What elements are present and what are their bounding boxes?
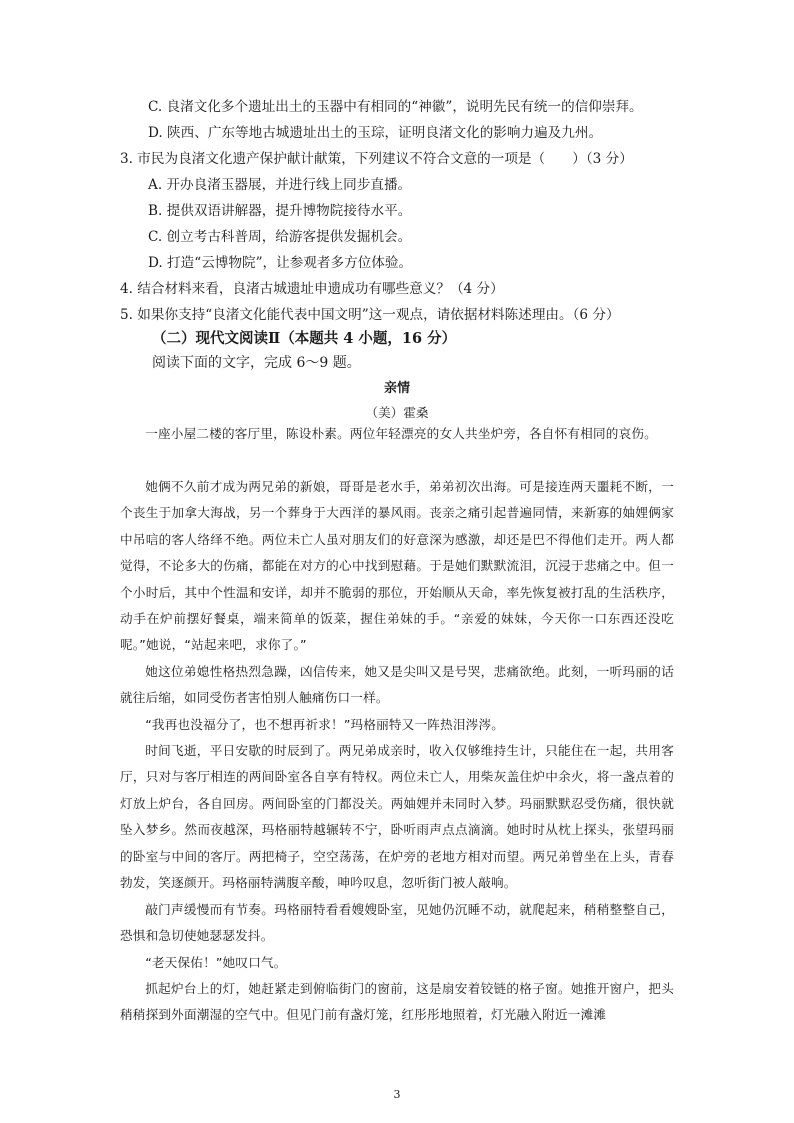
question-2-option-c: C. 良渚文化多个遗址出土的玉器中有相同的“神徽”，说明先民有统一的信仰崇拜。 bbox=[148, 99, 643, 115]
question-3-stem: 3. 市民为良渚文化遗产保护献计献策，下列建议不符合文意的一项是（ ）（3 分） bbox=[120, 151, 633, 167]
story-paragraph: 时间飞逝，平日安歇的时辰到了。两兄弟成亲时，收入仅够维持生计，只能住在一起，共用客厅，只对与客厅相连的两间卧室各自享有特权。两位未亡人，用柴灰盖住炉中余火，将一盏点着的灯放上炉台，各自回房。两间卧室的门都没关。两妯娌并未同时入梦。玛丽默默忍受伤痛，很快就坠入梦乡。然而夜越深，玛格丽特越辗转不宁，卧听雨声点点滴滴。她时时从枕上探头，张望玛丽的卧室与中间的客厅。两把椅子，空空荡荡，在炉旁的老地方相对而望。两兄弟曾坐在上头，青春勃发，笑逐颜开。玛格丽特满腹辛酸，呻吟叹息，忽听街门被人敲响。 bbox=[120, 743, 674, 891]
story-paragraph: 她俩不久前才成为两兄弟的新娘，哥哥是老水手，弟弟初次出海。可是接连两天噩耗不断，一个丧生于加拿大海战，另一个葬身于大西洋的暴风雨。丧亲之痛引起普遍同情，来新寡的妯娌俩家中吊唁的客人络绎不绝。两位未亡人虽对朋友们的好意深为感激，却还是巴不得他们走开。两人都觉得，不论多大的伤痛，都能在对方的心中找到慰藉。于是她们默默流泪，沉浸于悲痛之中。但一个小时后，其中个性温和安详，却并不脆弱的那位，开始顺从天命，率先恢复被打乱的生活秩序，动手在炉前摆好餐桌，端来简单的饭菜，握住弟妹的手。“亲爱的妹妹，今天你一口东西还没吃呢。”她说，“站起来吧，求你了。” bbox=[120, 479, 674, 653]
story-author: （美）霍桑 bbox=[365, 405, 429, 420]
question-3-option-d: D. 打造“云博物院”，让参观者多方位体验。 bbox=[148, 255, 413, 271]
story-title: 亲情 bbox=[383, 381, 410, 396]
story-paragraph: “我再也没福分了，也不想再祈求！”玛格丽特又一阵热泪涔涔。 bbox=[145, 717, 505, 732]
page-number: 3 bbox=[393, 1088, 401, 1101]
question-2-option-d: D. 陕西、广东等地古城遗址出土的玉琮，证明良渚文化的影响力遍及九州。 bbox=[148, 125, 603, 141]
story-paragraph: “老天保佑！”她叹口气。 bbox=[145, 955, 287, 970]
question-5: 5. 如果你支持“良渚文化能代表中国文明”这一观点，请依据材料陈述理由。（6 分） bbox=[120, 307, 620, 323]
story-paragraph: 敲门声缓慢而有节奏。玛格丽特看看嫂嫂卧室，见她仍沉睡不动，就爬起来，稍稍整整自己，恐惧和急切使她瑟瑟发抖。 bbox=[120, 902, 674, 944]
story-paragraph: 抓起炉台上的灯，她赶紧走到俯临街门的窗前，这是扇安着铰链的格子窗。她推开窗户，把头稍稍探到外面潮湿的空气中。但见门前有盏灯笼，红彤彤地照着，灯光融入附近一滩滩 bbox=[120, 981, 674, 1023]
question-3-option-c: C. 创立考古科普周，给游客提供发掘机会。 bbox=[148, 229, 412, 245]
story-paragraph: 她这位弟媳性格热烈急躁，凶信传来，她又是尖叫又是号哭，悲痛欲绝。此刻，一听玛丽的话就往后缩，如同受伤者害怕别人触痛伤口一样。 bbox=[120, 664, 674, 706]
story-paragraph: 一座小屋二楼的客厅里，陈设朴素。两位年轻漂亮的女人共坐炉旁，各自怀有相同的哀伤。 bbox=[145, 426, 657, 441]
section-heading: （二）现代文阅读Ⅱ（本题共 4 小题，16 分） bbox=[152, 330, 457, 347]
question-4: 4. 结合材料来看，良渚古城遗址申遗成功有哪些意义？（4 分） bbox=[120, 281, 504, 297]
section-instruction: 阅读下面的文字，完成 6～9 题。 bbox=[152, 355, 361, 371]
question-3-option-b: B. 提供双语讲解器，提升博物院接待水平。 bbox=[148, 203, 412, 219]
question-3-option-a: A. 开办良渚玉器展，并进行线上同步直播。 bbox=[148, 177, 412, 193]
